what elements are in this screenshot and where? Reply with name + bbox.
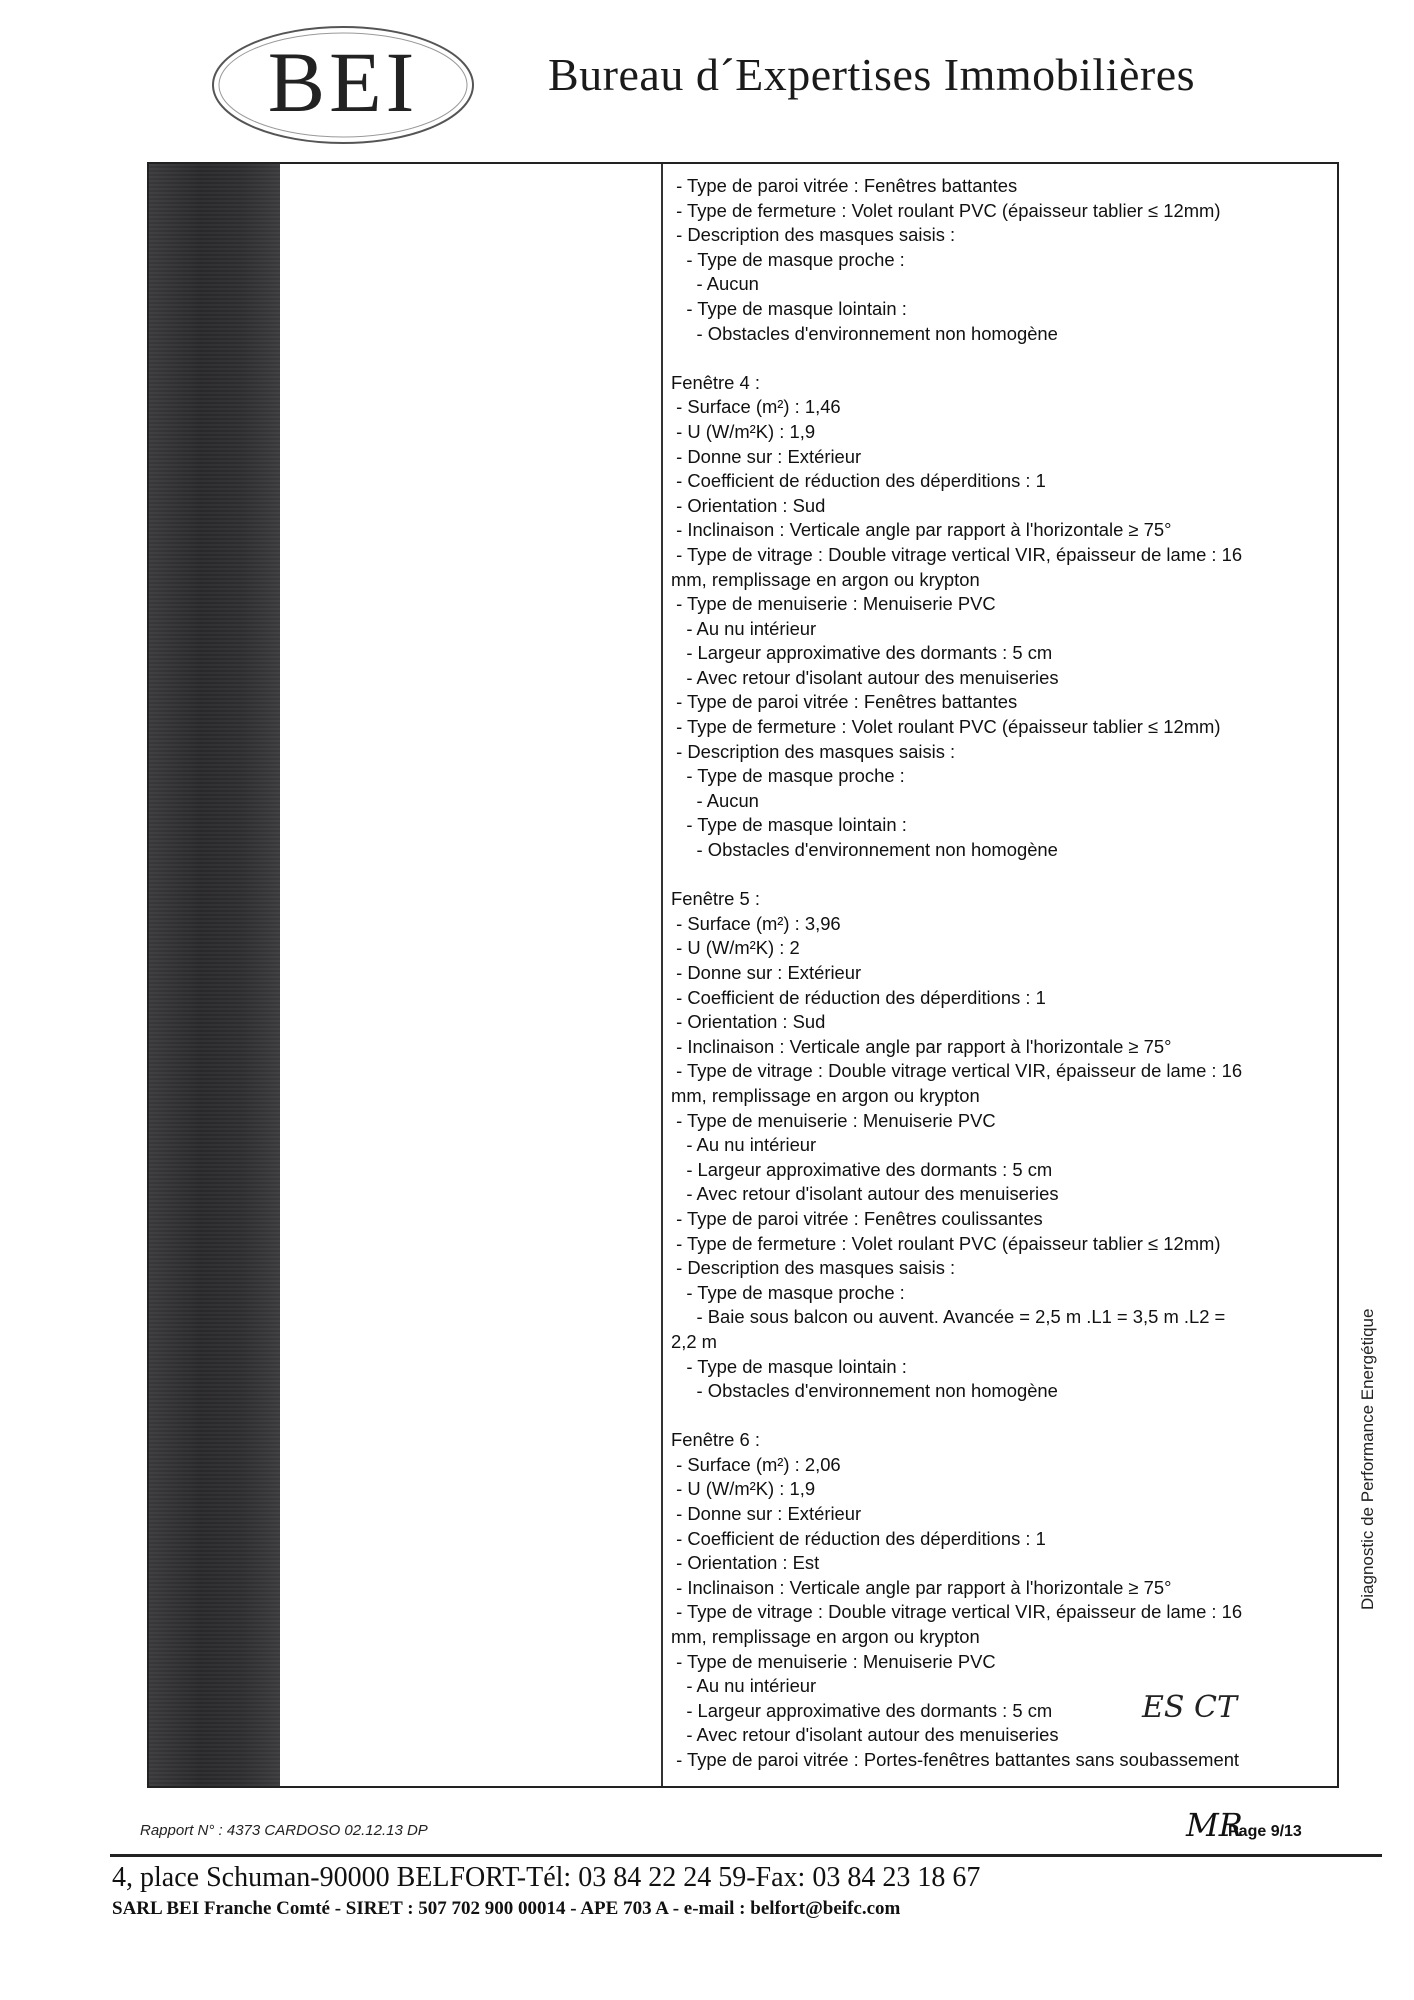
detail-line: - Description des masques saisis :	[671, 224, 956, 246]
page-number: Page 9/13	[1228, 1823, 1302, 1840]
signature-initials: MR	[1186, 1806, 1243, 1844]
detail-line: 2,2 m	[671, 1330, 717, 1352]
detail-line: - Avec retour d'isolant autour des menuiseries	[671, 1724, 1059, 1746]
detail-line: - Type de menuiserie : Menuiserie PVC	[671, 593, 996, 615]
section-gap	[671, 346, 1331, 371]
window-heading: Fenêtre 4 :	[671, 371, 760, 393]
detail-line: - Type de menuiserie : Menuiserie PVC	[671, 1650, 996, 1672]
detail-line: - Au nu intérieur	[671, 1675, 817, 1697]
footer-rule	[110, 1854, 1382, 1857]
detail-line: - Type de paroi vitrée : Fenêtres battantes	[671, 691, 1018, 713]
detail-line: - Inclinaison : Verticale angle par rapport à l'horizontale ≥ 75°	[671, 519, 1172, 541]
detail-line: - Type de fermeture : Volet roulant PVC (épaisseur tablier ≤ 12mm)	[671, 716, 1221, 738]
detail-line: mm, remplissage en argon ou krypton	[671, 1084, 980, 1106]
detail-line: - Coefficient de réduction des déperditions : 1	[671, 470, 1046, 492]
detail-line: - Description des masques saisis :	[671, 740, 956, 762]
report-table	[147, 162, 1339, 1788]
detail-line: - Largeur approximative des dormants : 5 cm	[671, 1699, 1053, 1721]
detail-line: mm, remplissage en argon ou krypton	[671, 568, 980, 590]
window-heading: Fenêtre 6 :	[671, 1429, 760, 1451]
detail-line: - Orientation : Sud	[671, 1011, 826, 1033]
detail-line: - Type de fermeture : Volet roulant PVC (épaisseur tablier ≤ 12mm)	[671, 199, 1221, 221]
detail-line: - Coefficient de réduction des déperditions : 1	[671, 1527, 1046, 1549]
window-details	[671, 174, 1331, 1773]
detail-line: - Type de paroi vitrée : Fenêtres coulissantes	[671, 1207, 1043, 1229]
detail-line: mm, remplissage en argon ou krypton	[671, 1626, 980, 1648]
sidebar-label: Diagnostic de Performance Energétique	[1358, 1308, 1377, 1610]
detail-line: - Type de paroi vitrée : Fenêtres battantes	[671, 175, 1018, 196]
detail-line: - Type de vitrage : Double vitrage vertical VIR, épaisseur de lame : 16	[671, 1060, 1243, 1082]
scan-dark-column	[149, 164, 280, 1786]
section-gap	[671, 863, 1331, 888]
detail-line: - Donne sur : Extérieur	[671, 445, 862, 467]
detail-line: - Type de vitrage : Double vitrage vertical VIR, épaisseur de lame : 16	[671, 1601, 1243, 1623]
detail-line: - Au nu intérieur	[671, 617, 817, 639]
detail-line: - Surface (m²) : 2,06	[671, 1453, 841, 1475]
detail-line: - Avec retour d'isolant autour des menuiseries	[671, 1183, 1059, 1205]
detail-line: - Largeur approximative des dormants : 5 cm	[671, 1158, 1053, 1180]
detail-line: - Aucun	[671, 273, 759, 295]
detail-line: - Obstacles d'environnement non homogène	[671, 322, 1058, 344]
company-logo	[208, 10, 478, 160]
detail-line: - Baie sous balcon ou auvent. Avancée = 2,5 m .L1 = 3,5 m .L2 =	[671, 1306, 1226, 1328]
detail-line: - Avec retour d'isolant autour des menuiseries	[671, 666, 1059, 688]
detail-line: - Donne sur : Extérieur	[671, 962, 862, 983]
detail-line: - Type de paroi vitrée : Portes-fenêtres battantes sans soubassement	[671, 1749, 1240, 1770]
detail-line: - Inclinaison : Verticale angle par rapport à l'horizontale ≥ 75°	[671, 1576, 1172, 1598]
detail-line: - Inclinaison : Verticale angle par rapport à l'horizontale ≥ 75°	[671, 1035, 1172, 1057]
section-gap	[671, 1404, 1331, 1429]
detail-line: - Surface (m²) : 3,96	[671, 912, 841, 934]
detail-line: - Type de masque lointain :	[671, 814, 907, 836]
detail-line: - U (W/m²K) : 2	[671, 937, 800, 959]
detail-line: - U (W/m²K) : 1,9	[671, 1478, 816, 1500]
column-divider	[661, 164, 663, 1786]
detail-line: - Largeur approximative des dormants : 5 cm	[671, 642, 1053, 664]
handwritten-initials: ES CT	[1142, 1690, 1237, 1725]
detail-line: - Type de masque proche :	[671, 765, 905, 787]
detail-line: - Type de vitrage : Double vitrage vertical VIR, épaisseur de lame : 16	[671, 543, 1243, 565]
company-name: Bureau d´Expertises Immobilières	[548, 49, 1196, 100]
detail-line: - Surface (m²) : 1,46	[671, 396, 841, 418]
company-legal: SARL BEI Franche Comté - SIRET : 507 702 900 00014 - APE 703 A - e-mail : belfort@beifc.com	[112, 1898, 901, 1919]
window-heading: Fenêtre 5 :	[671, 888, 760, 910]
detail-line: - Type de masque proche :	[671, 248, 905, 270]
detail-line: - Obstacles d'environnement non homogène	[671, 839, 1058, 861]
detail-line: - Orientation : Sud	[671, 494, 826, 516]
detail-line: - Type de masque lointain :	[671, 1355, 907, 1377]
company-address: 4, place Schuman-90000 BELFORT-Tél: 03 84 22 24 59-Fax: 03 84 23 18 67	[112, 1862, 981, 1893]
detail-line: - Aucun	[671, 789, 759, 811]
detail-line: - Type de menuiserie : Menuiserie PVC	[671, 1109, 996, 1131]
detail-line: - Orientation : Est	[671, 1552, 820, 1574]
detail-line: - Donne sur : Extérieur	[671, 1503, 862, 1525]
detail-line: - U (W/m²K) : 1,9	[671, 420, 816, 442]
detail-line: - Type de masque proche :	[671, 1281, 905, 1303]
detail-line: - Type de fermeture : Volet roulant PVC (épaisseur tablier ≤ 12mm)	[671, 1232, 1221, 1254]
detail-line: - Obstacles d'environnement non homogène	[671, 1380, 1058, 1402]
logo-text: BEI	[267, 34, 419, 130]
report-reference: Rapport N° : 4373 CARDOSO 02.12.13 DP	[140, 1822, 428, 1839]
detail-line: - Description des masques saisis :	[671, 1257, 956, 1279]
detail-line: - Au nu intérieur	[671, 1134, 817, 1156]
detail-line: - Coefficient de réduction des déperditions : 1	[671, 986, 1046, 1008]
detail-line: - Type de masque lointain :	[671, 297, 907, 319]
